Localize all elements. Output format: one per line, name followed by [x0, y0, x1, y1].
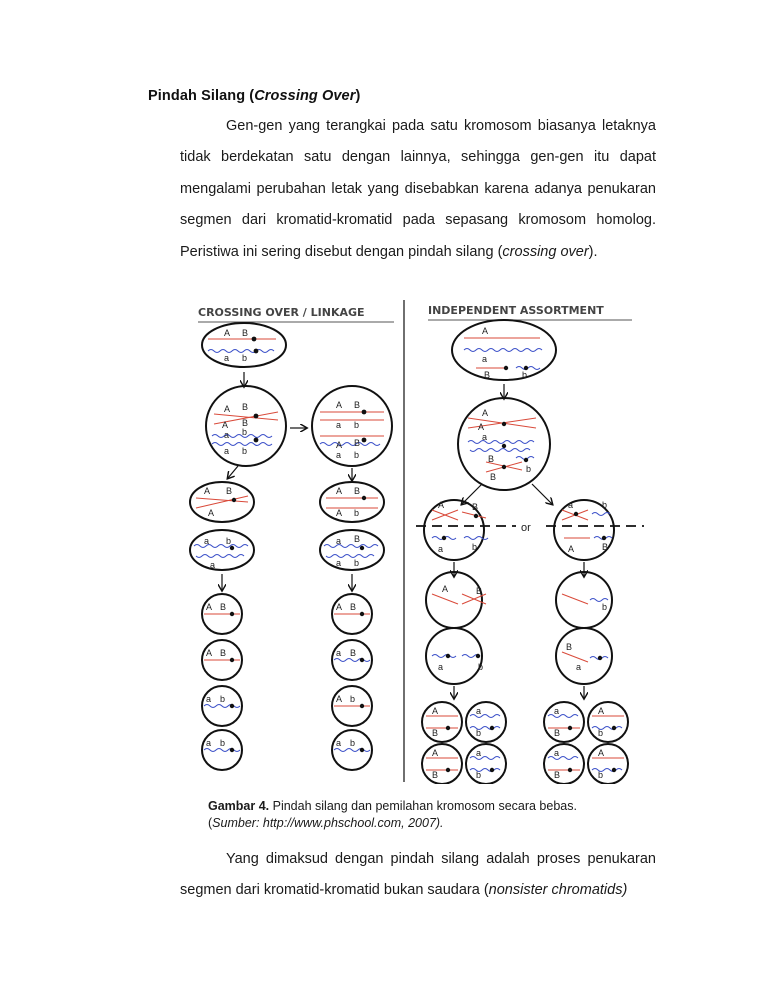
- svg-text:a: a: [476, 748, 482, 758]
- svg-text:A: A: [208, 508, 215, 518]
- svg-text:a: a: [568, 500, 574, 510]
- svg-text:b: b: [242, 353, 248, 363]
- svg-text:a: a: [210, 560, 216, 570]
- svg-text:a: a: [204, 536, 210, 546]
- parent-cell-right: [452, 320, 556, 380]
- svg-text:B: B: [242, 328, 249, 338]
- svg-text:A: A: [598, 748, 605, 758]
- right-figure-title: INDEPENDENT ASSORTMENT: [428, 304, 604, 317]
- svg-text:A: A: [336, 602, 343, 612]
- svg-text:B: B: [350, 602, 357, 612]
- svg-text:B: B: [354, 534, 361, 544]
- svg-text:B: B: [602, 542, 609, 552]
- svg-text:B: B: [472, 502, 479, 512]
- svg-text:B: B: [484, 370, 491, 380]
- svg-text:b: b: [226, 536, 232, 546]
- svg-text:A: A: [442, 584, 449, 594]
- svg-text:a: a: [224, 353, 230, 363]
- left-figure-title: CROSSING OVER / LINKAGE: [198, 306, 365, 319]
- svg-text:A: A: [224, 328, 231, 338]
- svg-text:B: B: [354, 400, 361, 410]
- svg-text:A: A: [482, 326, 489, 336]
- svg-text:a: a: [336, 648, 342, 658]
- anaphase-cells: [426, 572, 612, 628]
- svg-text:a: a: [224, 430, 230, 440]
- svg-text:a: a: [336, 558, 342, 568]
- svg-text:B: B: [242, 418, 249, 428]
- svg-text:A: A: [336, 694, 343, 704]
- svg-text:B: B: [488, 454, 495, 464]
- svg-text:a: a: [482, 432, 488, 442]
- svg-text:b: b: [354, 508, 360, 518]
- svg-text:a: a: [336, 536, 342, 546]
- svg-text:b: b: [598, 770, 604, 780]
- svg-text:A: A: [432, 748, 439, 758]
- svg-text:B: B: [490, 472, 497, 482]
- svg-text:b: b: [220, 694, 226, 704]
- svg-text:B: B: [476, 586, 483, 596]
- svg-text:b: b: [220, 738, 226, 748]
- svg-text:b: b: [478, 662, 484, 672]
- tetrad-cell-left: [206, 386, 286, 466]
- svg-text:a: a: [554, 748, 560, 758]
- svg-text:a: a: [476, 706, 482, 716]
- paragraph-2: Yang dimaksud dengan pindah silang adalah proses penukaran segmen dari kromatid-kromatid bukan saudara (nonsister chromatids): [180, 851, 656, 899]
- svg-text:A: A: [336, 440, 343, 450]
- crossing-over-figure: [186, 294, 660, 784]
- svg-text:A: A: [222, 420, 229, 430]
- svg-text:b: b: [242, 446, 248, 456]
- svg-text:a: a: [206, 738, 212, 748]
- svg-text:b: b: [526, 464, 532, 474]
- svg-text:a: a: [482, 354, 488, 364]
- svg-text:A: A: [206, 602, 213, 612]
- svg-text:b: b: [522, 370, 528, 380]
- svg-text:a: a: [438, 544, 444, 554]
- svg-text:b: b: [472, 542, 478, 552]
- svg-text:b: b: [476, 770, 482, 780]
- svg-text:B: B: [350, 648, 357, 658]
- svg-text:A: A: [224, 404, 231, 414]
- section-heading: Pindah Silang (Crossing Over): [148, 88, 361, 104]
- svg-text:A: A: [432, 706, 439, 716]
- svg-text:a: a: [206, 694, 212, 704]
- gamete-cells-right: [422, 702, 628, 784]
- svg-text:A: A: [336, 508, 343, 518]
- svg-text:A: A: [482, 408, 489, 418]
- svg-text:B: B: [566, 642, 573, 652]
- svg-text:B: B: [554, 770, 561, 780]
- svg-text:b: b: [350, 694, 356, 704]
- svg-text:b: b: [242, 427, 248, 437]
- svg-text:A: A: [204, 486, 211, 496]
- svg-text:a: a: [336, 450, 342, 460]
- svg-text:a: a: [224, 446, 230, 456]
- paragraph-1: Gen-gen yang terangkai pada satu kromosom biasanya letaknya tidak berdekatan satu dengan lainnya, sehingga gen-gen itu dapat mengalami perubahan letak yang disebabkan karena adanya penukaran segmen dari kromatid-kromatid pada sepasang kromosom homolog. Peristiwa ini sering disebut dengan pindah silang (crossing over).: [180, 118, 656, 260]
- svg-text:a: a: [576, 662, 582, 672]
- svg-text:B: B: [432, 770, 439, 780]
- svg-text:b: b: [354, 558, 360, 568]
- svg-text:A: A: [438, 500, 445, 510]
- svg-text:a: a: [336, 420, 342, 430]
- dyad-cells-left: [190, 482, 384, 570]
- svg-text:B: B: [354, 486, 361, 496]
- gamete-cells-left: [202, 594, 372, 770]
- svg-text:b: b: [602, 602, 608, 612]
- svg-text:A: A: [336, 400, 343, 410]
- svg-text:A: A: [598, 706, 605, 716]
- svg-text:a: a: [336, 738, 342, 748]
- metaphase-cells: [416, 500, 644, 560]
- svg-text:B: B: [432, 728, 439, 738]
- svg-text:b: b: [602, 500, 608, 510]
- svg-text:b: b: [476, 728, 482, 738]
- telophase-cells: [426, 628, 612, 684]
- svg-text:a: a: [554, 706, 560, 716]
- tetrad-cell-right: [458, 398, 550, 490]
- svg-text:b: b: [354, 450, 360, 460]
- svg-text:B: B: [242, 402, 249, 412]
- svg-text:A: A: [568, 544, 575, 554]
- svg-text:a: a: [438, 662, 444, 672]
- figure-caption: Gambar 4. Pindah silang dan pemilahan kromosom secara bebas. (Sumber: http://www.phschool.com, 2007).: [208, 799, 577, 830]
- or-label: or: [521, 522, 531, 534]
- svg-text:A: A: [478, 422, 485, 432]
- svg-text:A: A: [336, 486, 343, 496]
- svg-text:b: b: [598, 728, 604, 738]
- svg-text:A: A: [206, 648, 213, 658]
- svg-text:b: b: [350, 738, 356, 748]
- tetrad-cell-left-2: [312, 386, 392, 466]
- svg-text:b: b: [354, 420, 360, 430]
- svg-text:B: B: [226, 486, 233, 496]
- svg-text:B: B: [220, 602, 227, 612]
- svg-text:B: B: [220, 648, 227, 658]
- parent-cell-left: [202, 323, 286, 367]
- svg-text:B: B: [554, 728, 561, 738]
- svg-text:B: B: [354, 438, 361, 448]
